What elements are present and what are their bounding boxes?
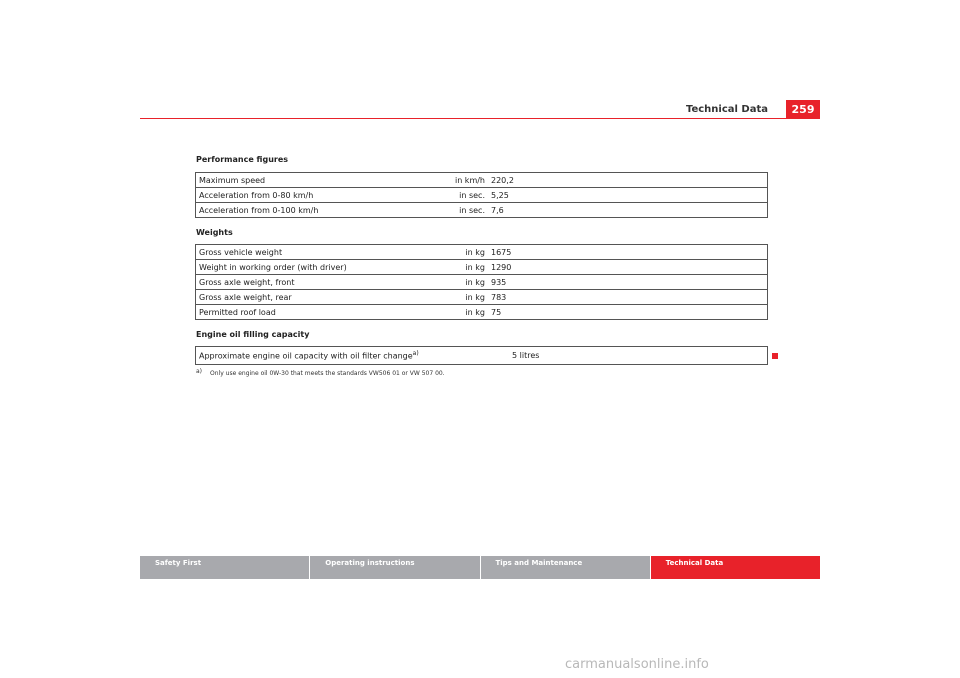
row-value: 1675 (488, 245, 768, 260)
footer-tab-operating-instructions[interactable]: Operating instructions (310, 556, 479, 579)
row-value: 783 (488, 290, 768, 305)
row-unit: in sec. (435, 188, 488, 203)
table-row (196, 260, 768, 275)
row-label: Gross axle weight, front (196, 275, 436, 290)
performance-heading: Performance figures (196, 155, 289, 164)
oil-label: Approximate engine oil capacity with oil filter change (199, 351, 413, 361)
table-row (196, 290, 768, 305)
footnote-text: Only use engine oil 0W-30 that meets the standards VW506 01 or VW 507 00. (210, 370, 445, 377)
row-unit: in kg (435, 245, 488, 260)
row-value: 75 (488, 305, 768, 320)
table-row (196, 188, 768, 203)
row-label: Gross vehicle weight (196, 245, 436, 260)
row-value: 1290 (488, 260, 768, 275)
table-row (196, 275, 768, 290)
footer-tab-safety-first[interactable]: Safety First (140, 556, 309, 579)
row-value: 5,25 (488, 188, 768, 203)
end-of-section-marker (772, 353, 778, 359)
row-unit: in kg (435, 305, 488, 320)
row-label: Acceleration from 0-80 km/h (196, 188, 436, 203)
row-value: 220,2 (488, 173, 768, 188)
row-unit: in kg (435, 260, 488, 275)
table-row (196, 203, 768, 218)
row-label: Weight in working order (with driver) (196, 260, 436, 275)
oil-heading: Engine oil filling capacity (196, 330, 310, 339)
oil-table (195, 346, 768, 365)
footnote-mark: a) (196, 368, 203, 375)
row-label: Gross axle weight, rear (196, 290, 436, 305)
footer-tab-tips-and-maintenance[interactable]: Tips and Maintenance (481, 556, 650, 579)
table-row (196, 245, 768, 260)
footnote (196, 370, 445, 377)
footer-nav (140, 556, 820, 579)
row-label: Acceleration from 0-100 km/h (196, 203, 436, 218)
row-value: 5 litres (488, 347, 768, 365)
weights-table (195, 244, 768, 320)
row-unit: in km/h (435, 173, 488, 188)
row-label: Maximum speed (196, 173, 436, 188)
table-row (196, 305, 768, 320)
row-label: Permitted roof load (196, 305, 436, 320)
page-number-badge: 259 (786, 100, 820, 119)
row-label (196, 347, 489, 365)
row-unit: in sec. (435, 203, 488, 218)
header-rule (140, 118, 820, 119)
weights-heading: Weights (196, 228, 233, 237)
page-header-title: Technical Data (685, 104, 768, 115)
row-unit: in kg (435, 275, 488, 290)
table-row (196, 173, 768, 188)
row-value: 935 (488, 275, 768, 290)
watermark: carmanualsonline.info (565, 657, 709, 672)
footer-tab-technical-data[interactable]: Technical Data (651, 556, 820, 579)
table-row (196, 347, 768, 365)
footnote-ref: a) (412, 350, 419, 358)
row-unit: in kg (435, 290, 488, 305)
row-value: 7,6 (488, 203, 768, 218)
performance-table (195, 172, 768, 218)
